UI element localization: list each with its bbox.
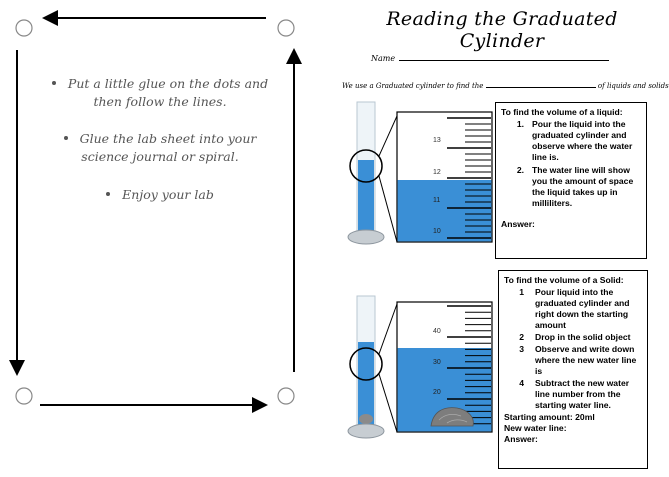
scale-label-40: 40 — [433, 328, 441, 335]
liquid-answer-label: Answer: — [501, 219, 535, 229]
step-text: Drop in the solid object — [535, 332, 631, 342]
liquid-heading: To find the volume of a liquid: — [501, 107, 623, 117]
glue-dot-bottom-right — [278, 388, 294, 404]
step-number: 4 — [519, 378, 524, 388]
worksheet-title: Reading the Graduated Cylinder — [386, 8, 618, 52]
glue-guide-panel — [0, 0, 320, 477]
glue-dot-bottom-left — [16, 388, 32, 404]
step-text: The water line will show you the amount of space the liquid takes up in milliliters. — [532, 165, 634, 208]
name-label: Name — [371, 54, 396, 63]
glue-guide-lines — [0, 0, 320, 477]
step-number: 2. — [516, 165, 524, 175]
cylinder-base — [348, 230, 384, 244]
instruction-bullet-2: Glue the lab sheet into your science journal or spiral. — [45, 130, 275, 166]
scale-label-11: 11 — [433, 197, 441, 204]
bullet-dot — [64, 136, 68, 140]
scale-label-12: 12 — [433, 169, 441, 176]
sentence-end: of liquids and solids — [597, 82, 669, 90]
scale-label-30: 30 — [433, 359, 441, 366]
instruction-bullet-1: Put a little glue on the dots and then follow the lines. — [40, 75, 280, 111]
step-number: 1. — [516, 119, 524, 129]
liquid-instructions-box — [495, 102, 647, 259]
name-row — [371, 54, 621, 63]
liquid-step — [501, 165, 641, 209]
step-text: Pour liquid into the graduated cylinder and right down the starting amount — [535, 287, 630, 330]
cylinder-water — [358, 160, 374, 232]
solid-step — [504, 344, 642, 377]
scale-label-20: 20 — [433, 389, 441, 396]
step-text: Pour the liquid into the graduated cylinder and observe where the water line is. — [532, 119, 633, 162]
zoom-line-bottom — [379, 176, 397, 242]
bullet-dot — [106, 192, 110, 196]
glue-dot-top-left — [16, 20, 32, 36]
bullet-dot — [52, 81, 56, 85]
instruction-bullet-3: Enjoy your lab — [40, 186, 280, 204]
worksheet-panel — [330, 0, 669, 477]
step-number: 1 — [519, 287, 524, 297]
sentence-blank — [486, 87, 596, 88]
solid-instructions-box — [498, 270, 648, 469]
name-blank — [399, 60, 609, 61]
starting-amount: Starting amount: 20ml — [504, 412, 595, 422]
liquid-cylinder-diagram — [335, 98, 495, 258]
step-number: 3 — [519, 344, 524, 354]
fill-in-sentence — [342, 82, 669, 90]
step-number: 2 — [519, 332, 524, 342]
solid-step — [504, 287, 642, 331]
solid-answer-label: Answer: — [504, 434, 538, 444]
glue-dot-top-right — [278, 20, 294, 36]
cylinder-base — [348, 424, 384, 438]
zoom-line-bottom — [379, 374, 397, 432]
step-text: Subtract the new water line number from the starting water line. — [535, 378, 630, 410]
zoom-line-top — [379, 116, 397, 156]
scale-label-13: 13 — [433, 137, 441, 144]
new-water-line-label: New water line: — [504, 423, 567, 433]
scale-label-10: 10 — [433, 228, 441, 235]
liquid-step — [501, 119, 641, 163]
step-text: Observe and write down where the new water line is — [535, 344, 637, 376]
solid-step — [504, 378, 642, 411]
rock-in-cylinder — [359, 414, 373, 424]
zoom-line-top — [379, 304, 397, 354]
solid-heading: To find the volume of a Solid: — [504, 275, 624, 285]
cylinder-water — [358, 342, 374, 426]
sentence-start: We use a Graduated cylinder to find the — [342, 82, 484, 90]
solid-step — [504, 332, 642, 343]
solid-cylinder-diagram — [335, 292, 495, 452]
